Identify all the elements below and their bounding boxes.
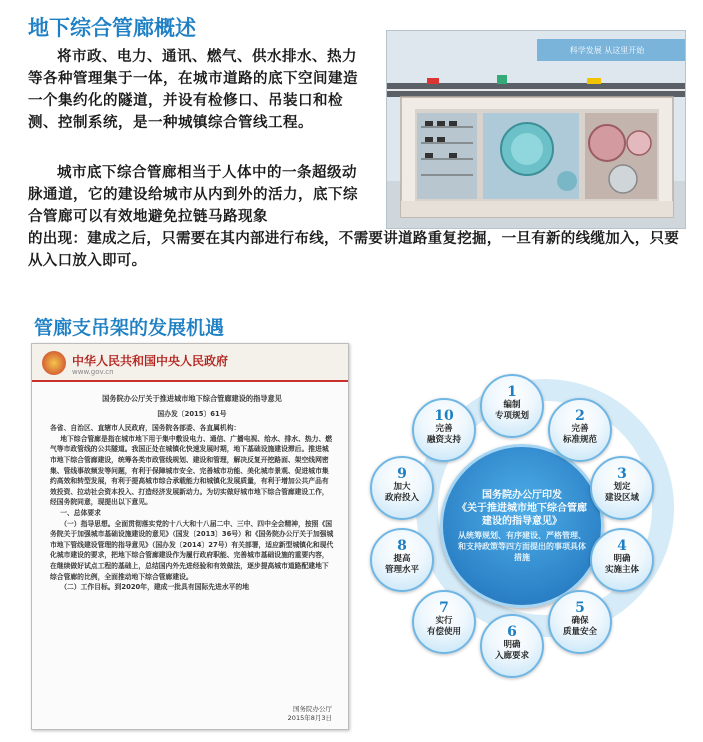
overview-paragraph-2: 城市底下综合管廊相当于人体中的一条超级动脉通道，它的建设给城市从内到外的活力，底下综合管廊可以有效地避免拉链马路现象 — [28, 165, 358, 225]
diagram-item-number: 8 — [397, 538, 407, 554]
document-header-title: 中华人民共和国中央人民政府 — [72, 354, 229, 368]
diagram-item-line1: 提高 — [393, 554, 411, 564]
diagram-item-line1: 实行 — [435, 616, 453, 626]
diagram-item-line2: 质量安全 — [562, 627, 597, 637]
diagram-item-number: 6 — [507, 624, 517, 640]
diagram-item-line2: 标准规范 — [562, 435, 597, 445]
diagram-item-number: 9 — [397, 466, 407, 482]
diagram-item-number: 3 — [617, 466, 627, 482]
tunnel-model-illustration — [387, 31, 686, 229]
diagram-center-line2: 《关于推进城市地下综合管廊建设的指导意见》 — [457, 503, 587, 527]
diagram-item-number: 1 — [507, 384, 517, 400]
diagram-item-line2: 融资支持 — [426, 435, 461, 445]
overview-paragraph-1: 将市政、电力、通讯、燃气、供水排水、热力等各种管理集于一体，在城市道路的底下空间建造一个集约化的隧道，并设有检修口、吊装口和检测、控制系统，是一种城镇综合管线工程。 — [28, 49, 358, 131]
photo-caption: 科学发展 从这里开始 — [569, 46, 645, 55]
diagram-item-line1: 划定 — [613, 482, 631, 492]
document-signature — [288, 705, 332, 723]
diagram-item-number: 10 — [434, 408, 454, 424]
diagram-item-line2: 政府投入 — [384, 493, 419, 503]
diagram-item-8 — [370, 528, 434, 592]
document-title: 国务院办公厅关于推进城市地下综合管廊建设的指导意见 — [102, 394, 282, 403]
diagram-item-line1: 明确 — [613, 554, 631, 564]
overview-paragraph-2-continued: 的出现：建成之后，只需要在其内部进行布线，不需要讲道路重复挖掘，一旦有新的线缆加入，只要从入口放入即可。 — [28, 231, 680, 269]
diagram-item-line1: 明确 — [503, 640, 521, 650]
diagram-item-number: 2 — [575, 408, 585, 424]
diagram-item-9 — [370, 456, 434, 520]
diagram-item-number: 4 — [617, 538, 627, 554]
diagram-item-line2: 建设区域 — [604, 493, 639, 503]
diagram-item-line1: 加大 — [393, 482, 411, 492]
diagram-item-number: 5 — [575, 600, 585, 616]
diagram-item-line1: 完善 — [571, 424, 589, 434]
document-paragraph-2: （一）指导思想。全面贯彻落实党的十八大和十八届二中、三中、四中全会精神，按照《国务院关于加强城市基础设施建设的意见》（国发〔2013〕36号）和《国务院办公厅关于加强城市地下管线建设管理的指导意见》（国办发〔2014〕27号）有关部署，适应新型城镇化和现代化城市建设的要求，把地下综合管廊建设作为履行政府职能、完善城市基础设施的重要内容，在继续做好试点工程的基础上，总结国内外先进经验和有效做法，逐步提高城市道路配建地下综合管廊的比例，全面推动地下综合管廊建设。 — [50, 519, 334, 581]
document-body — [50, 394, 334, 593]
national-emblem-icon — [42, 351, 66, 375]
diagram-item-6 — [480, 614, 544, 678]
tunnel-model-photo — [386, 30, 686, 229]
diagram-center — [440, 444, 604, 608]
diagram-item-3 — [590, 456, 654, 520]
document-recipients: 各省、自治区、直辖市人民政府，国务院各部委、各直属机构： — [50, 424, 241, 433]
diagram-center-line1: 国务院办公厅印发 — [482, 490, 562, 501]
diagram-center-line3: 从统筹规划、有序建设、严格管理、和支持政策等四方面提出的事项具体措施 — [458, 531, 586, 562]
diagram-item-line1: 完善 — [435, 424, 453, 434]
document-number: 国办发〔2015〕61号 — [157, 409, 227, 418]
section-opportunity-title: 管廊支吊架的发展机遇 — [34, 317, 225, 339]
document-paragraph-3: （二）工作目标。到2020年，建成一批具有国际先进水平的地 — [60, 583, 250, 592]
document-header-url: www.gov.cn — [72, 368, 114, 376]
document-date: 2015年8月3日 — [287, 714, 332, 722]
diagram-item-line1: 编制 — [503, 400, 521, 410]
diagram-item-7 — [412, 590, 476, 654]
diagram-item-2 — [548, 398, 612, 462]
diagram-item-line2: 入廊要求 — [494, 651, 529, 661]
diagram-item-5 — [548, 590, 612, 654]
diagram-item-10 — [412, 398, 476, 462]
document-heading-1: 一、总体要求 — [60, 508, 101, 517]
document-signer: 国务院办公厅 — [293, 705, 332, 713]
section-overview-title: 地下综合管廊概述 — [28, 16, 196, 40]
diagram-item-line2: 有偿使用 — [426, 627, 461, 637]
diagram-item-4 — [590, 528, 654, 592]
document-paragraph-1: 地下综合管廊是指在城市地下用于集中敷设电力、通信、广播电视、给水、排水、热力、燃气等市政管线的公共隧道。我国正处在城镇化快速发展时期，地下基础设施建设滞后。推进城市地下综合管廊建设，统筹各类市政管线规划、建设和管理，解决反复开挖路面、架空线网密集、管线事故频发等问题，有利于保障城市安全、完善城市功能、美化城市景观、促进城市集约高效和转型发展，有利于提高城市综合承载能力和城镇化发展质量，有利于增加公共产品有效投资、拉动社会资本投入、打造经济发展新动力。为切实做好城市地下综合管廊建设工作，经国务院同意，现提出以下意见。 — [50, 434, 333, 507]
diagram-item-number: 7 — [439, 600, 449, 616]
document-header — [32, 344, 348, 382]
government-document — [31, 343, 349, 730]
diagram-item-line2: 管理水平 — [384, 565, 419, 575]
diagram-item-line2: 专项规划 — [494, 411, 529, 421]
diagram-item-1 — [480, 374, 544, 438]
diagram-item-line2: 实施主体 — [604, 565, 639, 575]
diagram-item-line1: 确保 — [571, 616, 589, 626]
